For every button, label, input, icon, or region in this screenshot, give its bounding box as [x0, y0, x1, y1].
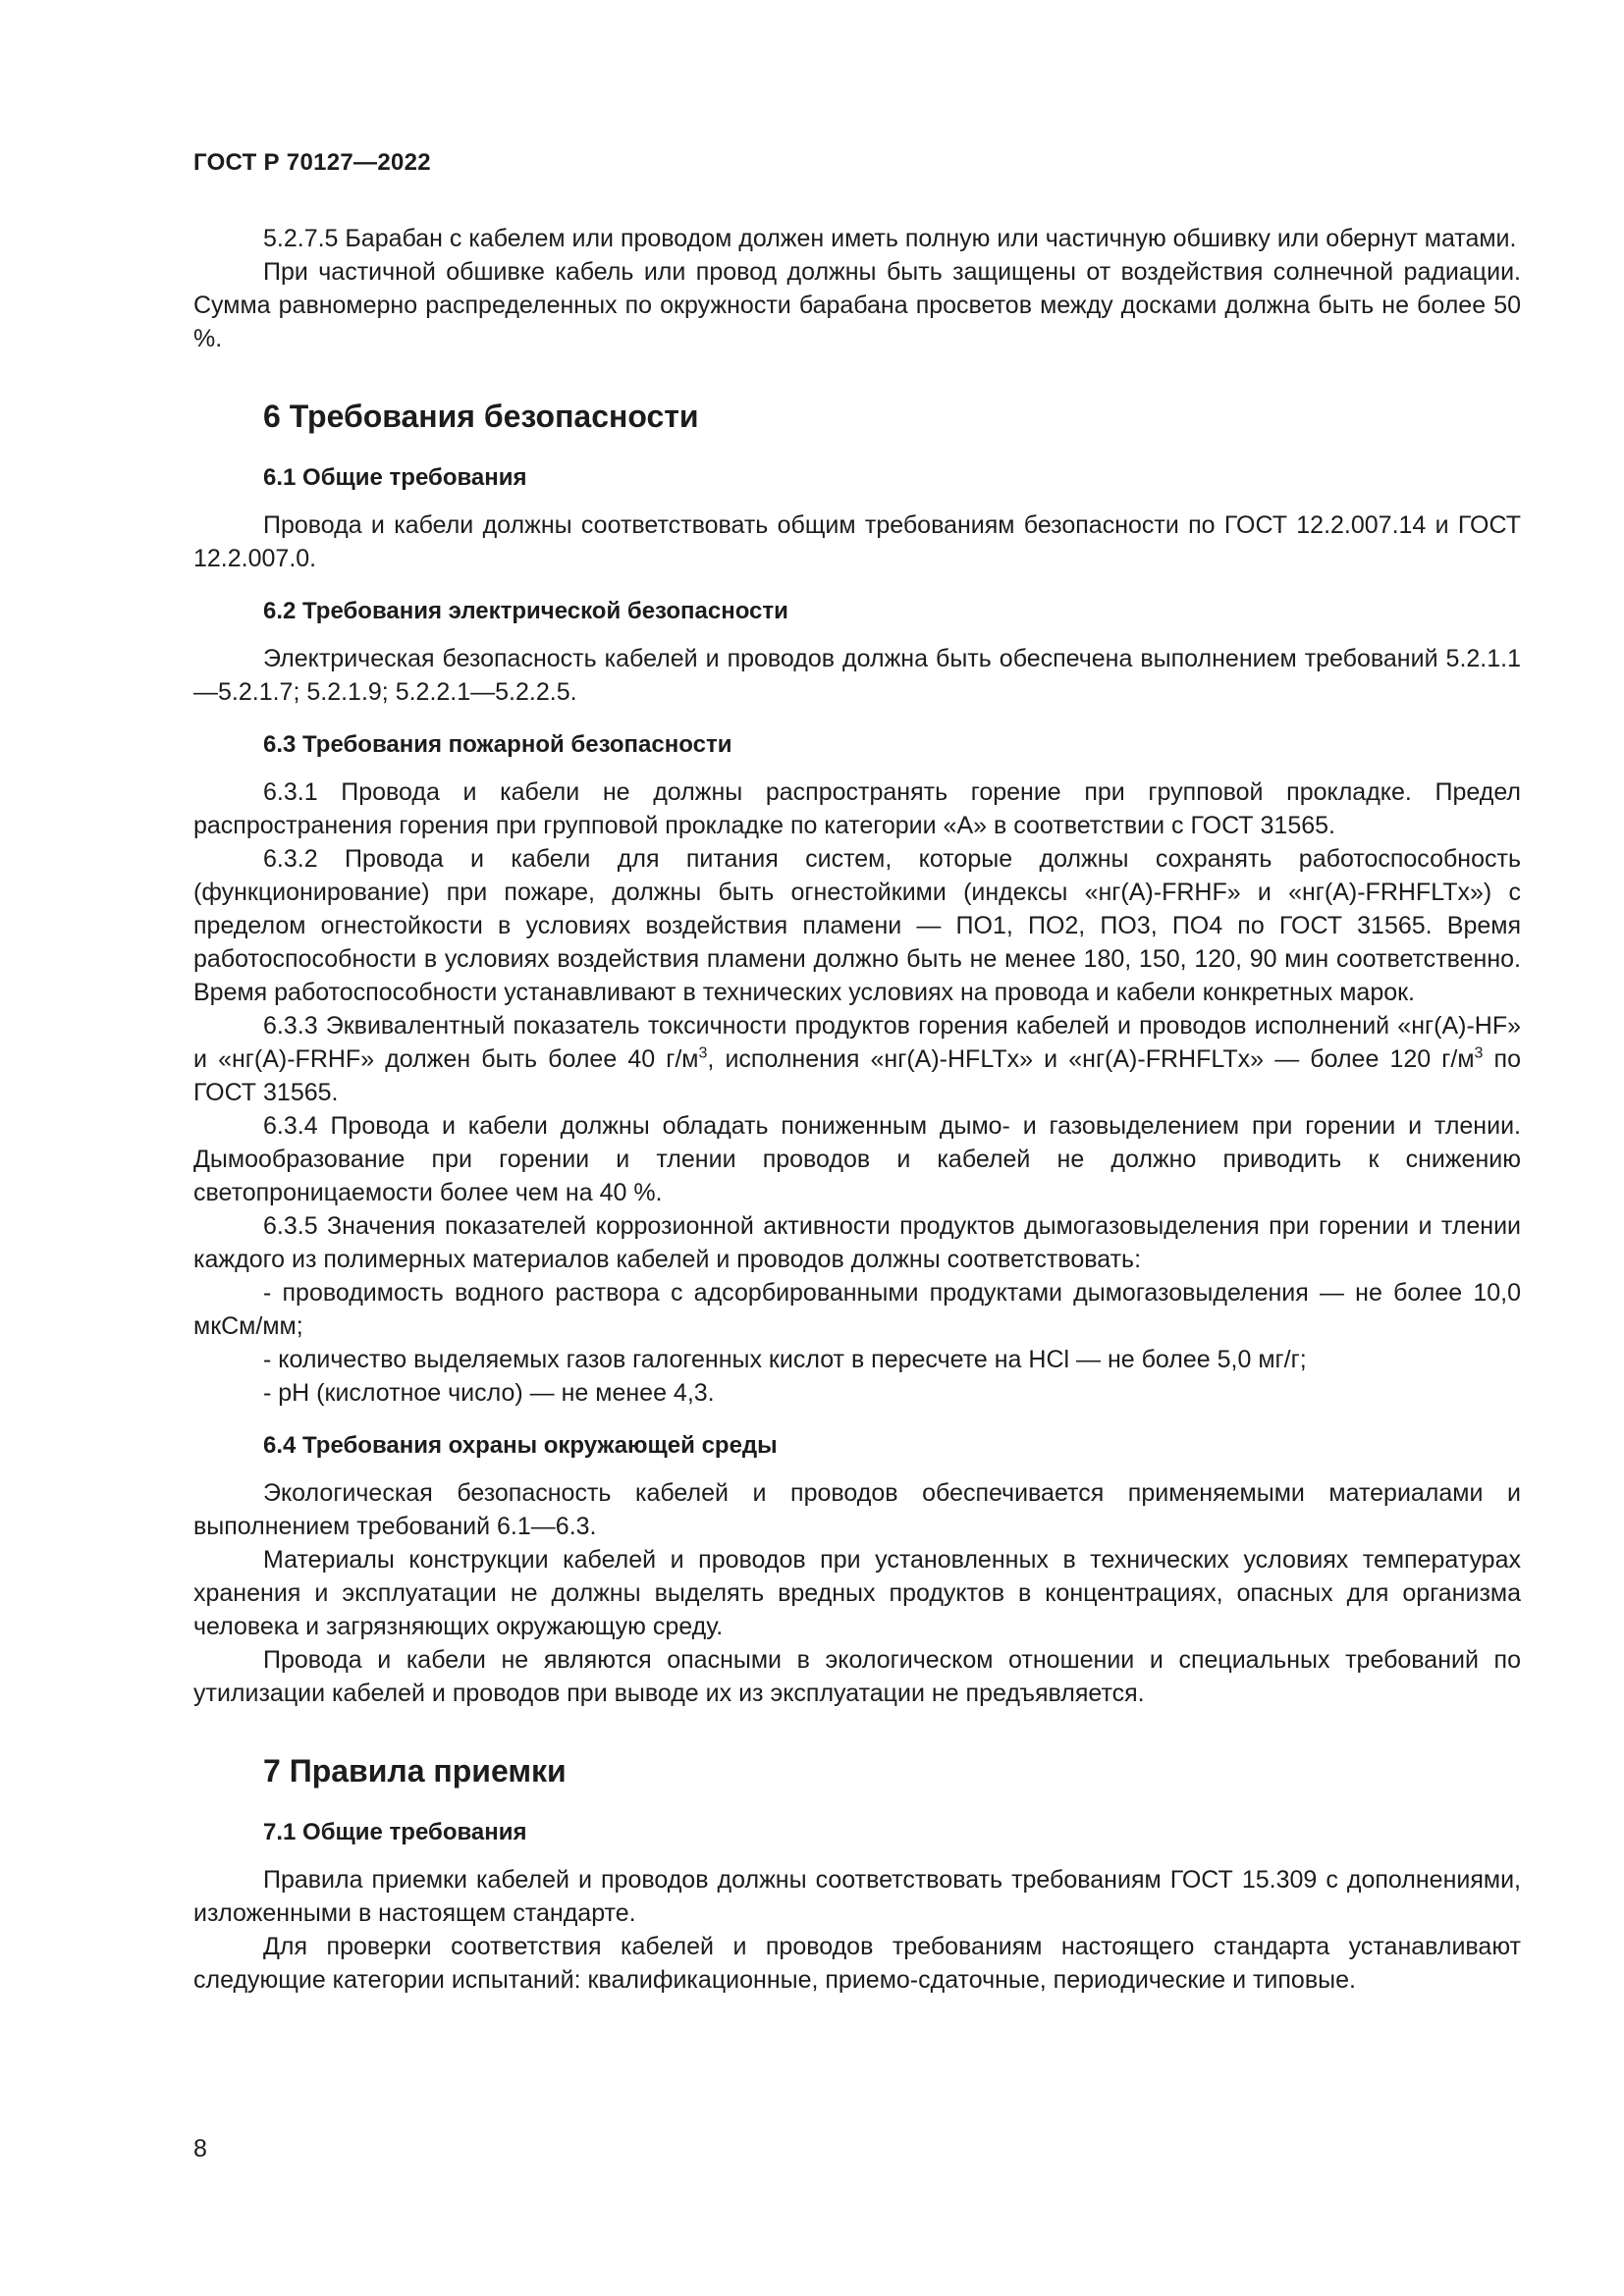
list-item: - проводимость водного раствора с адсорбированными продуктами дымогазовыделения — не более 10,0 мкСм/мм; — [193, 1279, 1521, 1340]
paragraph-6-3-3-part-a: 6.3.3 Эквивалентный показатель токсичности продуктов горения кабелей и проводов исполнений «нг(А)-HF» и «нг(А)-FRHF» должен быть более 40 г/м — [193, 1012, 1521, 1073]
section-6-3-title: 6.3 Требования пожарной безопасности — [263, 731, 732, 758]
section-6-2-title: 6.2 Требования электрической безопасности — [263, 598, 788, 624]
paragraph-6-2: Электрическая безопасность кабелей и проводов должна быть обеспечена выполнением требований 5.2.1.1—5.2.1.7; 5.2.1.9; 5.2.2.1—5.2.2.5. — [193, 645, 1521, 706]
paragraph-7-1-2: Для проверки соответствия кабелей и проводов требованиям настоящего стандарта устанавливают следующие категории испытаний: квалификационные, приемо-сдаточные, периодические и типовые. — [193, 1933, 1521, 1994]
section-7-title: 7 Правила приемки — [263, 1753, 567, 1789]
paragraph-6-3-3-part-c: по ГОСТ 31565. — [193, 1045, 1522, 1106]
paragraph-6-4-1: Экологическая безопасность кабелей и проводов обеспечивается применяемыми материалами и выполнением требований 6.1—6.3. — [193, 1479, 1521, 1540]
paragraph-6-3-5: 6.3.5 Значения показателей коррозионной активности продуктов дымогазовыделения при горении и тлении каждого из полимерных материалов кабелей и проводов должны соответствовать: — [193, 1212, 1521, 1273]
paragraph-6-3-4: 6.3.4 Провода и кабели должны обладать пониженным дымо- и газовыделением при горении и тлении. Дымообразование при горении и тлении проводов и кабелей не должно приводить к снижению светопроницаемости более чем на 40 %. — [193, 1112, 1521, 1206]
paragraph-7-1-1: Правила приемки кабелей и проводов должны соответствовать требованиям ГОСТ 15.309 с дополнениями, изложенными в настоящем стандарте. — [193, 1866, 1521, 1927]
paragraph-6-4-2: Материалы конструкции кабелей и проводов при установленных в технических условиях температурах хранения и эксплуатации не должны выделять вредных продуктов в концентрациях, опасных для организма человека и загрязняющих окружающую среду. — [193, 1546, 1521, 1640]
superscript-cubed: 3 — [1474, 1044, 1484, 1062]
page-body — [193, 222, 1521, 1997]
section-6-4-title: 6.4 Требования охраны окружающей среды — [263, 1432, 778, 1459]
superscript-cubed: 3 — [698, 1044, 708, 1062]
list-item: - pH (кислотное число) — не менее 4,3. — [263, 1379, 715, 1407]
document-header-id: ГОСТ Р 70127—2022 — [193, 149, 431, 176]
page-number: 8 — [193, 2135, 207, 2163]
section-6-title: 6 Требования безопасности — [263, 399, 699, 434]
paragraph-5-2-7-5: 5.2.7.5 Барабан с кабелем или проводом должен иметь полную или частичную обшивку или обернут матами. — [263, 225, 1517, 252]
paragraph-6-3-2: 6.3.2 Провода и кабели для питания систем, которые должны сохранять работоспособность (функционирование) при пожаре, должны быть огнестойкими (индексы «нг(А)-FRHF» и «нг(А)-FRHFLTx») с пределом огнестойкости в условиях воздействия пламени — ПО1, ПО2, ПО3, ПО4 по ГОСТ 31565. Время работоспособности в условиях воздействия пламени должно быть не менее 180, 150, 120, 90 мин соответственно. Время работоспособности устанавливают в технических условиях на провода и кабели конкретных марок. — [193, 845, 1521, 1006]
paragraph-6-3-1: 6.3.1 Провода и кабели не должны распространять горение при групповой прокладке. Предел распространения горения при групповой прокладке по категории «А» в соответствии с ГОСТ 31565. — [193, 778, 1521, 839]
paragraph-6-3-3 — [193, 1009, 1521, 1109]
list-item: - количество выделяемых газов галогенных кислот в пересчете на HCl — не более 5,0 мг/г; — [263, 1346, 1307, 1373]
section-7-1-title: 7.1 Общие требования — [263, 1819, 527, 1845]
paragraph-6-4-3: Провода и кабели не являются опасными в экологическом отношении и специальных требований по утилизации кабелей и проводов при выводе их из эксплуатации не предъявляется. — [193, 1646, 1521, 1707]
paragraph-6-3-3-part-b: , исполнения «нг(А)-HFLTx» и «нг(А)-FRHFLTx» — более 120 г/м — [707, 1045, 1475, 1073]
paragraph-6-1: Провода и кабели должны соответствовать общим требованиям безопасности по ГОСТ 12.2.007.14 и ГОСТ 12.2.007.0. — [193, 511, 1521, 572]
paragraph-partial-sheathing: При частичной обшивке кабель или провод должны быть защищены от воздействия солнечной радиации. Сумма равномерно распределенных по окружности барабана просветов между досками должна быть не более 50 %. — [193, 258, 1521, 352]
section-6-1-title: 6.1 Общие требования — [263, 464, 527, 491]
